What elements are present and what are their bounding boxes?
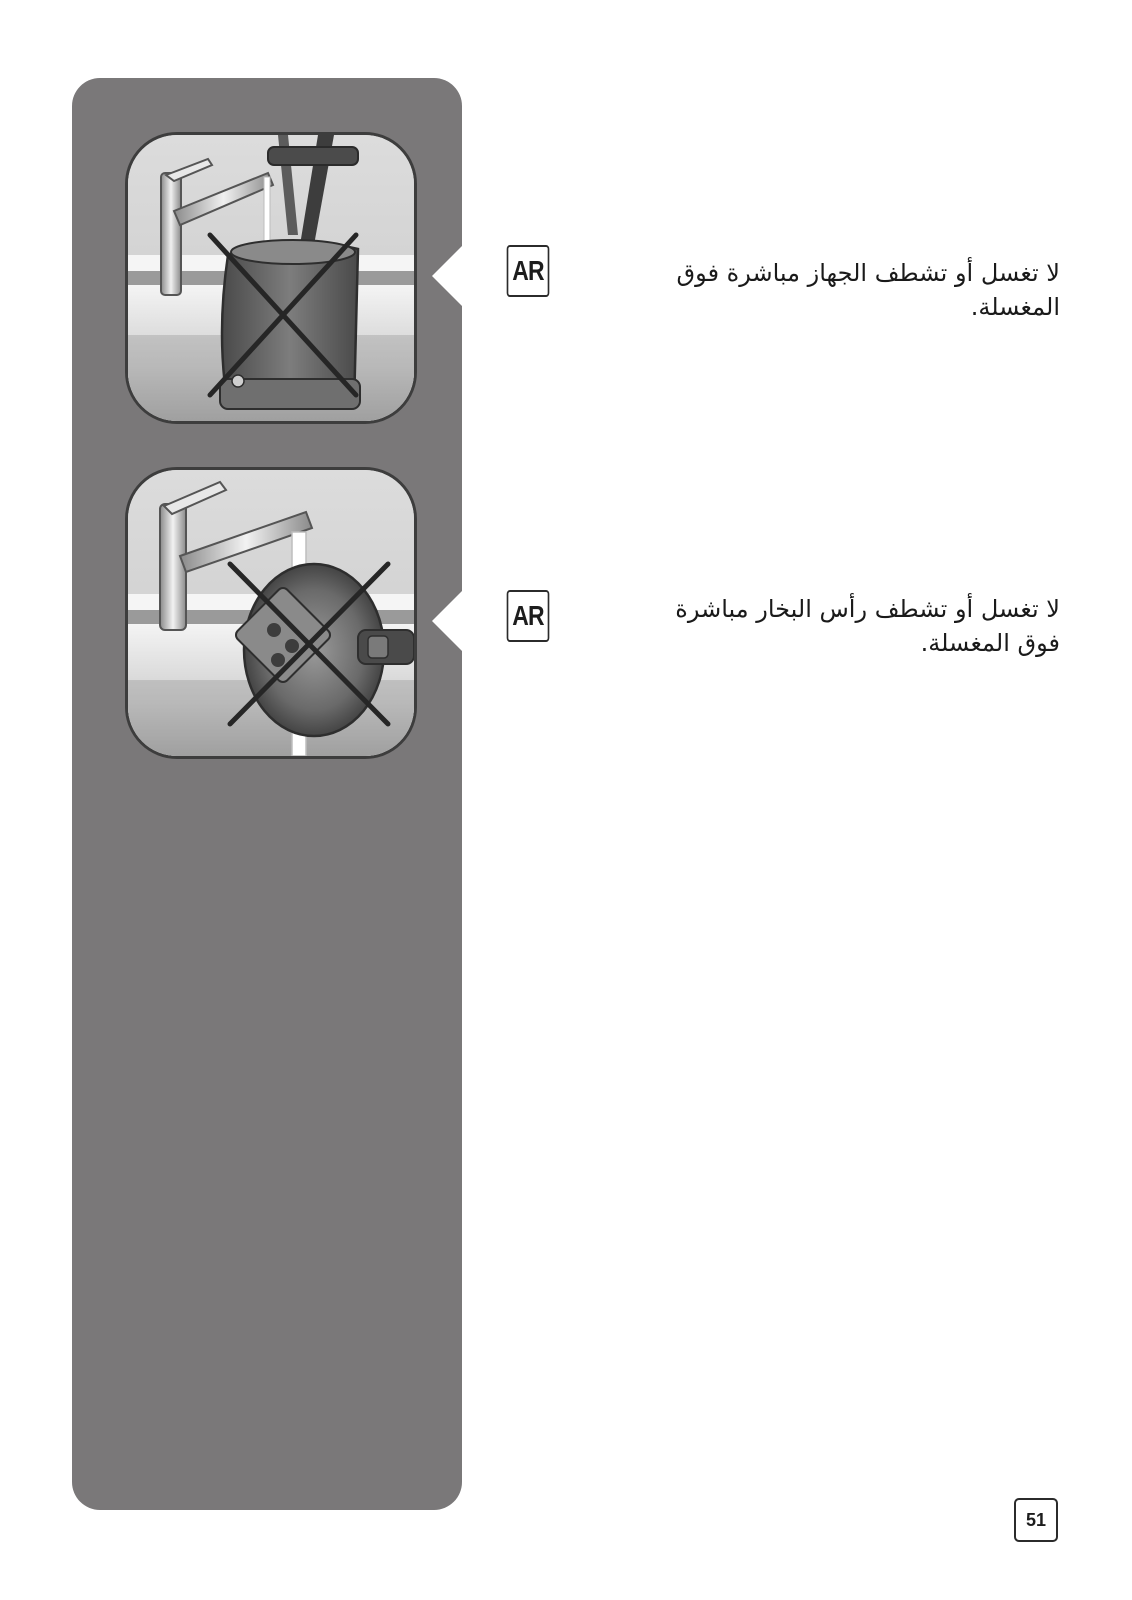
sidebar-notch xyxy=(432,246,462,306)
language-badge: AR xyxy=(507,590,550,642)
language-badge: AR xyxy=(507,245,550,297)
sidebar-notch xyxy=(432,591,462,651)
instruction-text: لا تغسل أو تشطف رأس البخار مباشرة فوق المغسلة. xyxy=(675,595,1060,657)
illustration-panel-1 xyxy=(125,132,417,424)
steamer-base-under-faucet-prohibited-icon xyxy=(128,135,414,421)
page-number: 51 xyxy=(1014,1498,1058,1542)
instruction-text: لا تغسل أو تشطف الجهاز مباشرة فوق المغسلة. xyxy=(676,259,1060,321)
steam-head-under-faucet-prohibited-icon xyxy=(128,470,414,756)
illustration-panel-2 xyxy=(125,467,417,759)
